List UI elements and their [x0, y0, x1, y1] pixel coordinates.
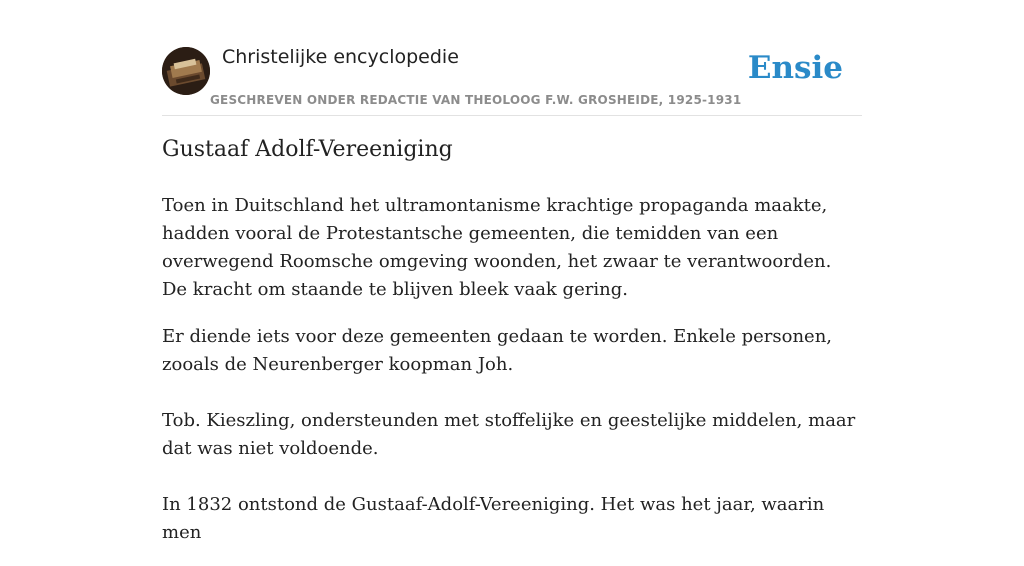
article-paragraph: Tob. Kieszling, ondersteunden met stoffelijke en geestelijke middelen, maar dat was niet voldoende. — [162, 410, 856, 459]
site-header — [162, 40, 862, 116]
site-subtitle: GESCHREVEN ONDER REDACTIE VAN THEOLOOG F.W. GROSHEIDE, 1925-1931 — [210, 93, 742, 107]
page — [162, 0, 862, 543]
article-paragraph: In 1832 ontstond de Gustaaf-Adolf-Vereeniging. Het was het jaar, waarin men — [162, 494, 825, 543]
site-title[interactable]: Christelijke encyclopedie — [222, 46, 459, 68]
site-avatar[interactable] — [162, 47, 210, 95]
article-paragraph: Er diende iets voor deze gemeenten gedaan te worden. Enkele personen, zooals de Neurenberger koopman Joh. — [162, 326, 833, 375]
brand-logo-link[interactable]: Ensie — [747, 50, 843, 86]
article-title: Gustaaf Adolf-Vereeniging — [162, 137, 453, 162]
article-body — [162, 192, 862, 566]
book-image-icon — [162, 47, 210, 95]
article-paragraph: Toen in Duitschland het ultramontanisme krachtige propaganda maakte, hadden vooral de Protestantsche gemeenten, die temidden van een overwegend Roomsche omgeving woonden, het zwaar te verantwoorden. De kracht om staande te blijven bleek vaak gering. — [162, 195, 832, 300]
